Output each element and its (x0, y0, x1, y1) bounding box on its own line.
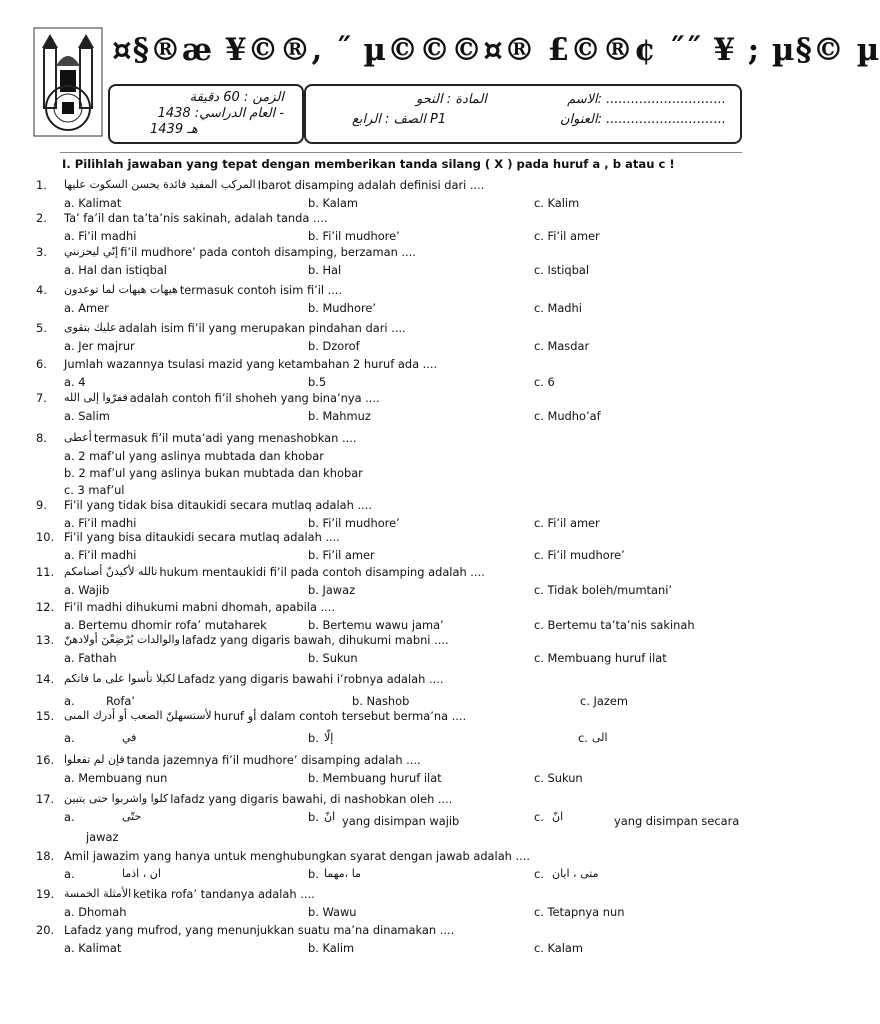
instructions: I. Pilihlah jawaban yang tepat dengan memberikan tanda silang ( X ) pada huruf a , b atau c ! (62, 157, 675, 171)
option-c: c. Masdar (534, 339, 590, 353)
option-b: b. Fi’il mudhore’ (308, 516, 400, 530)
option-b-arabic: إلّا (324, 731, 334, 744)
option-b: b. Kalim (308, 941, 355, 955)
option-a: a. Hal dan istiqbal (64, 263, 167, 277)
question-4-text: termasuk contoh isim fi’il .... (179, 283, 343, 297)
option-a: a. (64, 867, 75, 881)
option-a: a. (64, 731, 75, 745)
question-20-text: Lafadz yang mufrod, yang menunjukkan suatu ma’na dinamakan .... (64, 923, 455, 937)
question-14-text: Lafadz yang digaris bawahi i’robnya adalah .... (177, 672, 444, 686)
question-12-text: Fi’il madhi dihukumi mabni dhomah, apabila .... (64, 600, 336, 614)
question-9-text: Fi’il yang tidak bisa ditaukidi secara mutlaq adalah .... (64, 498, 372, 512)
option-c: c. Sukun (534, 771, 583, 785)
question-15-arabic: لأستسهلنّ الصعب أو أدرك المنى (64, 709, 212, 722)
question-18-text: Amil jawazim yang hanya untuk menghubungkan syarat dengan jawab adalah .... (64, 849, 531, 863)
option-a: a. Fi’il madhi (64, 516, 137, 530)
option-c: c. Jazem (580, 694, 628, 708)
question-19-text: ketika rofa’ tandanya adalah .... (133, 887, 315, 901)
question-10-number: 10. (36, 530, 55, 544)
option-b: b.5 (308, 375, 327, 389)
option-b: b. (308, 867, 319, 881)
question-7-text: adalah contoh fi’il shoheh yang bina’nya .... (129, 391, 380, 405)
option-a: a. Fathah (64, 651, 117, 665)
option-a: a. Kalimat (64, 196, 122, 210)
question-12-number: 12. (36, 600, 55, 614)
question-19-number: 19. (36, 887, 55, 901)
option-b: b. (308, 810, 319, 824)
question-1-arabic: المركب المفيد فائدة يحسن السكوت عليها (64, 178, 256, 191)
option-b-text: yang disimpan wajib (342, 814, 460, 828)
option-b: b. Hal (308, 263, 342, 277)
option-c: c. Tidak boleh/mumtani’ (534, 583, 672, 597)
option-c: c. (534, 867, 544, 881)
question-13-arabic: والوالدات يُرْضِعْنَ أولادهنّ (64, 633, 180, 646)
question-1-text: Ibarot disamping adalah definisi dari .... (257, 178, 485, 192)
question-16-arabic: فإن لم تفعلوا (64, 753, 125, 766)
question-4-number: 4. (36, 283, 47, 297)
option-b: b. Jawaz (308, 583, 356, 597)
option-a: a. Wajib (64, 583, 110, 597)
option-c: c. Mudho’af (534, 409, 601, 423)
option-c: c. Fi’il amer (534, 516, 600, 530)
class-label: الصف : الرابع P1 (352, 112, 447, 127)
year-end-label: 1439 هـ (150, 122, 198, 137)
option-a-arabic: ان ، اذما (122, 867, 161, 880)
question-11-arabic: تالله لأكيدنّ أصنامكم (64, 565, 158, 578)
question-1-number: 1. (36, 178, 47, 192)
question-16-text: tanda jazemnya fi’il mudhore’ disamping adalah .... (126, 753, 421, 767)
option-c-text: yang disimpan secara (614, 814, 740, 828)
question-8-number: 8. (36, 431, 47, 445)
option-b: b. Mudhore’ (308, 301, 376, 315)
option-b: b. 2 maf’ul yang aslinya bukan mubtada dan khobar (64, 466, 363, 480)
option-b: b. Dzorof (308, 339, 360, 353)
option-a: a. Membuang nun (64, 771, 168, 785)
question-4-arabic: هيهات هيهات لما توعدون (64, 283, 178, 296)
question-17-text: lafadz yang digaris bawahi, di nashobkan oleh .... (170, 792, 453, 806)
option-b: b. Fi’il mudhore’ (308, 229, 400, 243)
option-b: b. Mahmuz (308, 409, 371, 423)
option-b: b. Sukun (308, 651, 358, 665)
question-2-text: Ta’ fa’il dan ta’ta’nis sakinah, adalah tanda .... (64, 211, 328, 225)
question-11-number: 11. (36, 565, 55, 579)
option-b-arabic: ما ،مهما (324, 867, 361, 880)
question-10-text: Fi’il yang bisa ditaukidi secara mutlaq adalah .... (64, 530, 340, 544)
option-c: c. 3 maf’ul (64, 483, 125, 497)
option-b: b. Wawu (308, 905, 357, 919)
question-16-number: 16. (36, 753, 55, 767)
option-a-arabic: في (122, 731, 137, 744)
option-a: a. 2 maf’ul yang aslinya mubtada dan khobar (64, 449, 324, 463)
subject-label: المادة : النحو (416, 92, 487, 107)
question-3-arabic: إنّي ليحزنني (64, 245, 119, 258)
option-a: a. Dhomah (64, 905, 127, 919)
option-a: a. (64, 810, 75, 824)
question-5-number: 5. (36, 321, 47, 335)
option-b: b. Bertemu wawu jama’ (308, 618, 444, 632)
option-c: c. Fi’il amer (534, 229, 600, 243)
question-2-number: 2. (36, 211, 47, 225)
question-9-number: 9. (36, 498, 47, 512)
question-18-number: 18. (36, 849, 55, 863)
question-14-arabic: لكيلا تأسوا على ما فاتكم (64, 672, 176, 685)
question-7-number: 7. (36, 391, 47, 405)
question-20-number: 20. (36, 923, 55, 937)
question-17-number: 17. (36, 792, 55, 806)
option-a: a. Amer (64, 301, 109, 315)
question-5-arabic: عليك بتقوى (64, 321, 117, 334)
option-a-text: Rofa’ (106, 694, 135, 708)
option-c: c. Madhi (534, 301, 582, 315)
question-8-arabic: أعطى (64, 431, 92, 444)
option-a: a. (64, 694, 75, 708)
address-field: العنوان: ............................. (559, 112, 726, 127)
question-14-number: 14. (36, 672, 55, 686)
option-c: c. Kalim (534, 196, 580, 210)
year-label: العام الدراسي: 1438 - (157, 106, 284, 121)
option-a: a. Fi’il madhi (64, 548, 137, 562)
option-b: b. Membuang huruf ilat (308, 771, 442, 785)
option-a: a. Kalimat (64, 941, 122, 955)
option-a: a. Fi’il madhi (64, 229, 137, 243)
decorative-banner: ¤§®æ ¥©®, ˝ µ©©©¤® £©®¢ ˝˝ ¥ ; µ§© µ (112, 32, 880, 68)
question-15-number: 15. (36, 709, 55, 723)
option-b-arabic: انّ (324, 810, 336, 823)
option-b: b. Nashob (352, 694, 410, 708)
option-c: c. Fi’il mudhore’ (534, 548, 625, 562)
option-c-arabic: انّ (552, 810, 564, 823)
name-field: الاسم: ............................. (567, 92, 726, 107)
option-b: b. Kalam (308, 196, 358, 210)
option-c: c. Bertemu ta’ta’nis sakinah (534, 618, 695, 632)
option-b: b. Fi’il amer (308, 548, 375, 562)
question-13-number: 13. (36, 633, 55, 647)
question-15-text: huruf أو dalam contoh tersebut berma’na .... (213, 709, 467, 723)
option-b: b. (308, 731, 319, 745)
question-5-text: adalah isim fi’il yang merupakan pindahan dari .... (118, 321, 406, 335)
option-c: c. (578, 731, 588, 745)
option-c-arabic: الى (592, 731, 608, 744)
question-6-text: Jumlah wazannya tsulasi mazid yang ketambahan 2 huruf ada .... (64, 357, 438, 371)
option-c: c. (534, 810, 544, 824)
option-a: a. 4 (64, 375, 86, 389)
question-8-text: termasuk fi’il muta’adi yang menashobkan .... (93, 431, 357, 445)
option-a: a. Bertemu dhomir rofa’ mutaharek (64, 618, 267, 632)
option-c: c. Istiqbal (534, 263, 590, 277)
option-c: c. 6 (534, 375, 555, 389)
option-a: a. Salim (64, 409, 110, 423)
option-c: c. Kalam (534, 941, 583, 955)
option-c-arabic: متى ، ايان (552, 867, 599, 880)
option-c-wrap: jawaz (86, 830, 119, 844)
question-17-arabic: كلوا واشربوا حتى يتبين (64, 792, 169, 805)
time-label: الزمن : 60 دقيقة (189, 90, 284, 105)
question-3-number: 3. (36, 245, 47, 259)
question-7-arabic: ففرّوا إلى الله (64, 391, 128, 404)
option-c: c. Tetapnya nun (534, 905, 625, 919)
option-c: c. Membuang huruf ilat (534, 651, 667, 665)
option-a: a. Jer majrur (64, 339, 135, 353)
question-3-text: fi’il mudhore’ pada contoh disamping, berzaman .... (120, 245, 416, 259)
question-13-text: lafadz yang digaris bawah, dihukumi mabni .... (181, 633, 449, 647)
question-11-text: hukum mentaukidi fi’il pada contoh disamping adalah .... (159, 565, 485, 579)
option-a-arabic: حتّى (122, 810, 142, 823)
question-6-number: 6. (36, 357, 47, 371)
question-19-arabic: الأمثلة الخمسة (64, 887, 132, 900)
